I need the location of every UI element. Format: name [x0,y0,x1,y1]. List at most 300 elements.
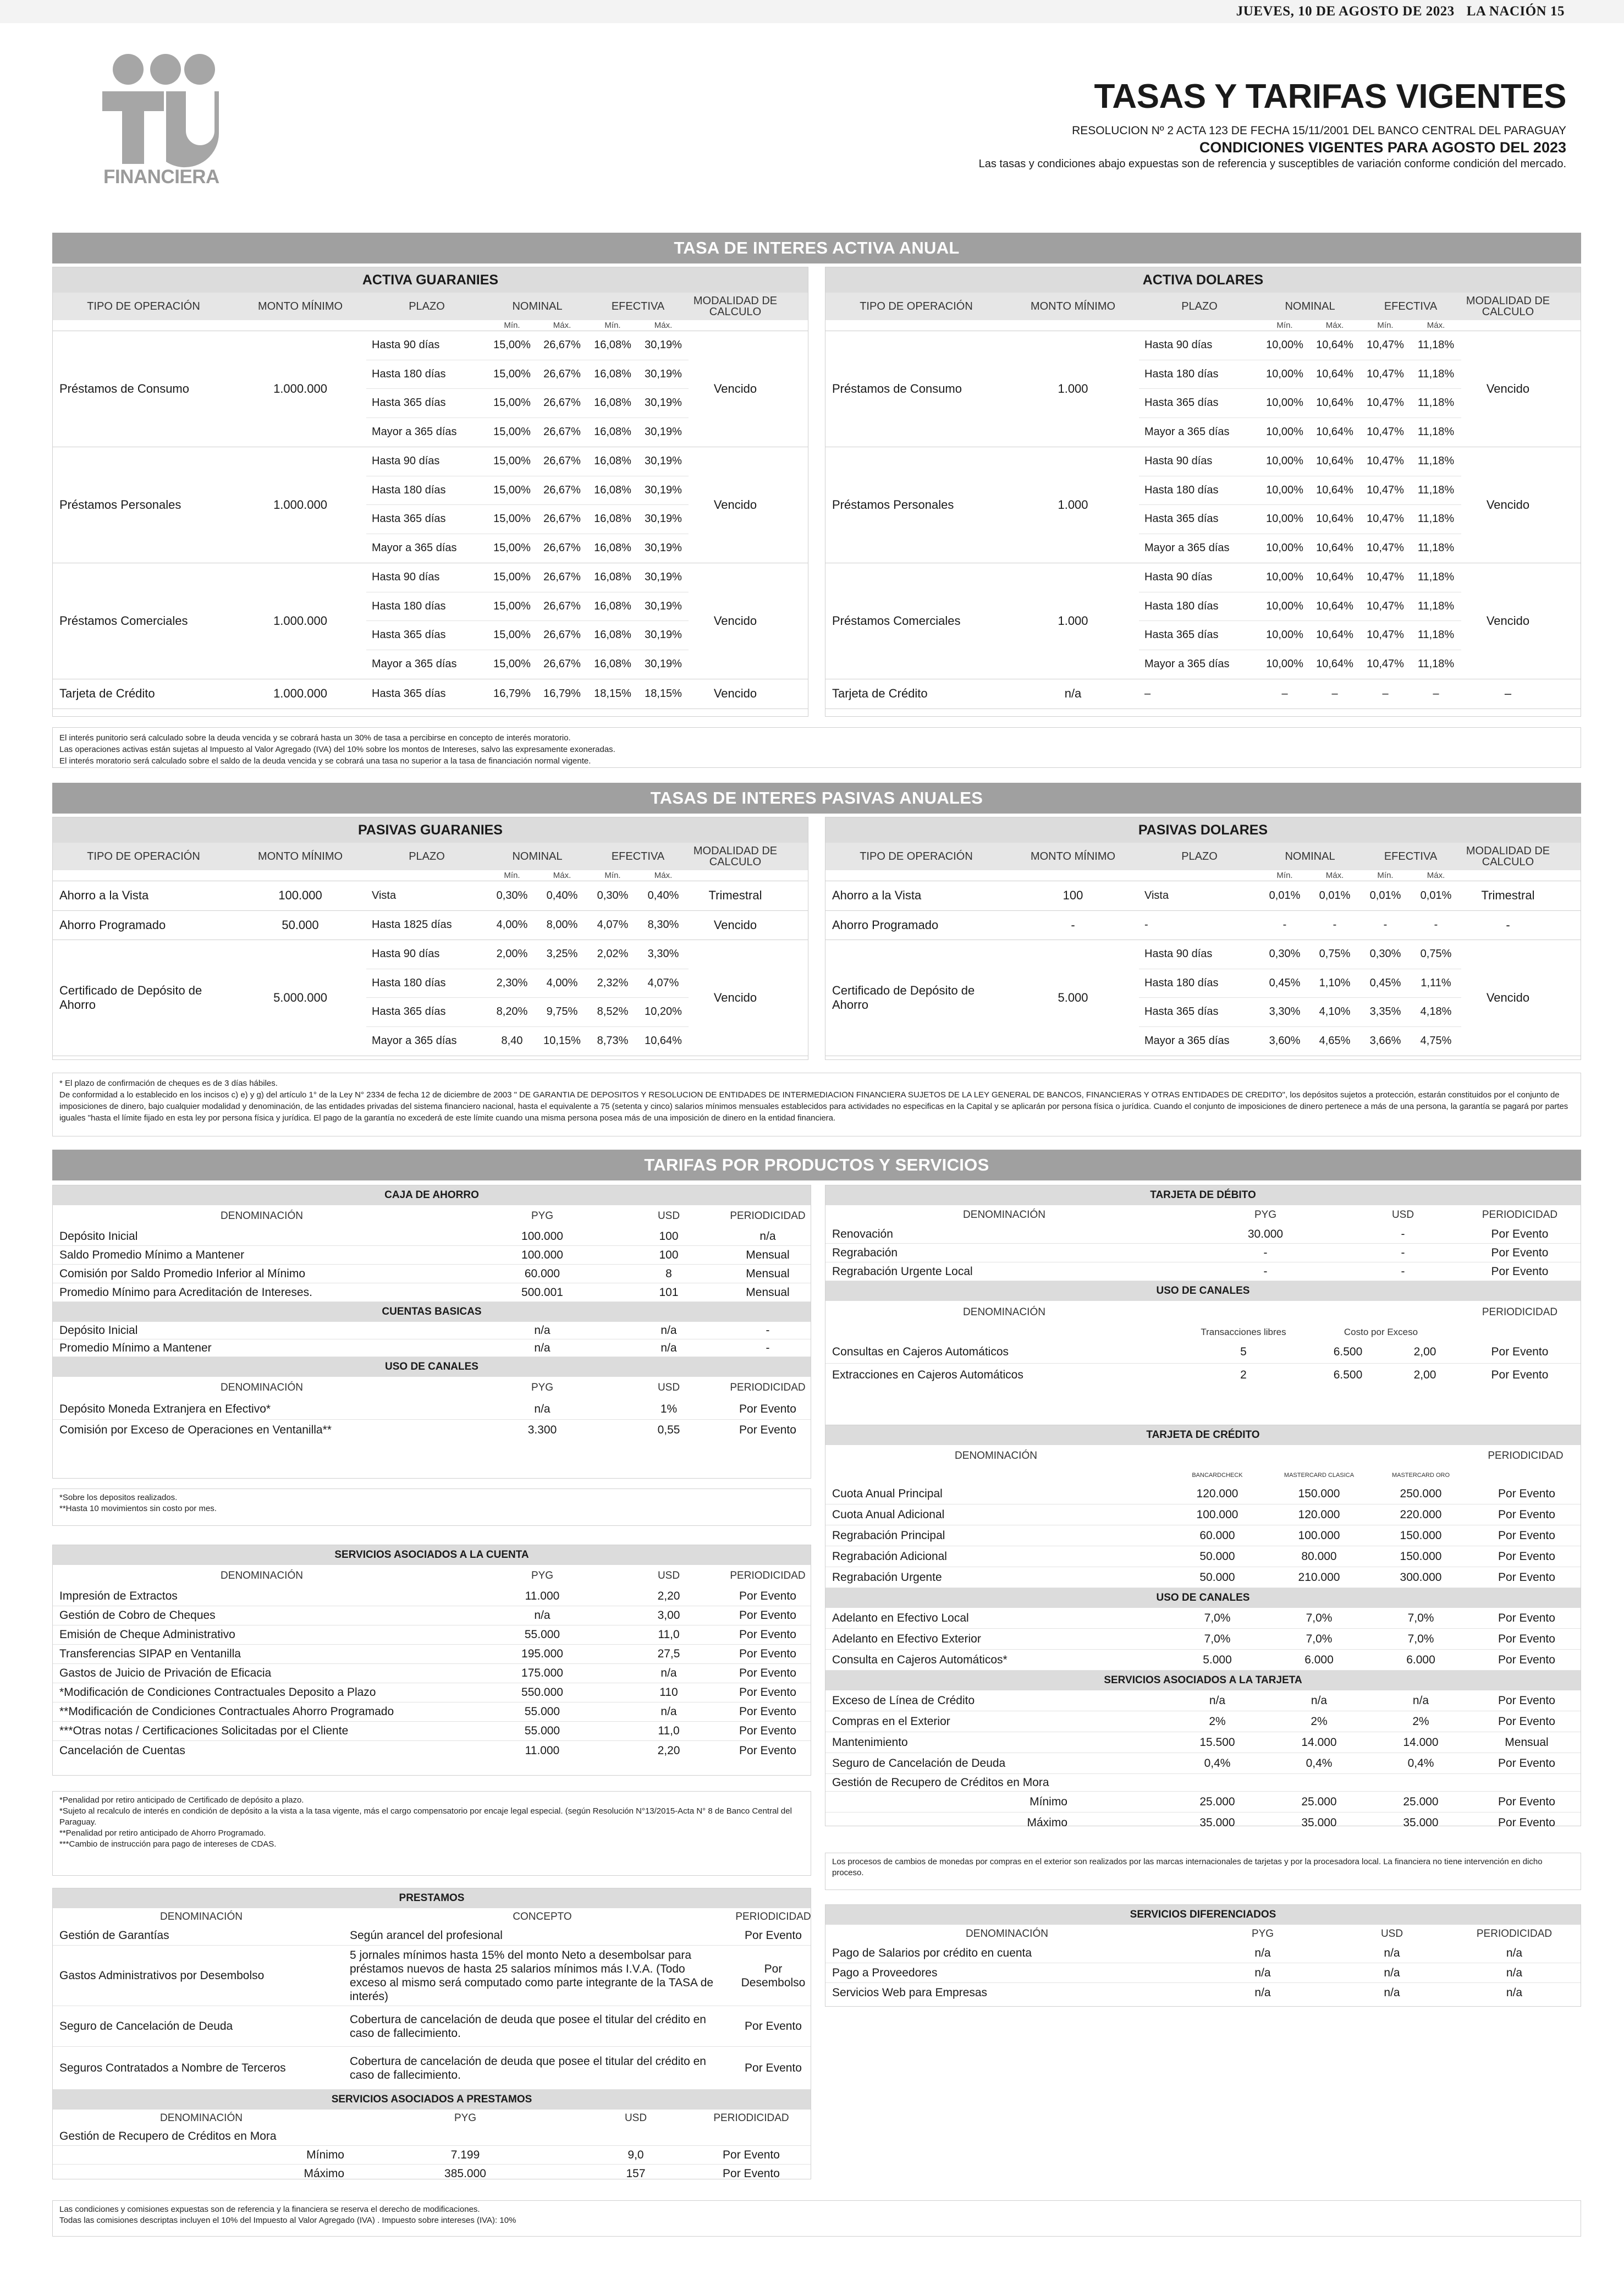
pyg-value: 100.000 [521,1248,563,1261]
nominal-min: 10,00% [1266,397,1303,409]
col-pyg: PYG [1251,1928,1274,1940]
servicios-prestamos-title: SERVICIOS ASOCIADOS A PRESTAMOS [53,2090,811,2110]
fee-row [53,1606,811,1625]
operation-group [825,447,1581,563]
pyg-value: n/a [534,1402,550,1415]
fee-row [53,1322,811,1339]
col-max: Máx. [654,321,673,330]
usd-value: 8 [665,1267,672,1280]
term: Hasta 365 días [1144,513,1219,525]
term: Mayor a 365 días [1144,1035,1230,1047]
denominacion: Depósito Inicial [59,1323,138,1337]
term: Hasta 180 días [1144,367,1219,380]
table-title: PASIVAS DOLARES [825,817,1581,843]
col-efectiva: EFECTIVA [1384,300,1438,312]
rate-row [366,621,689,650]
denominacion: Regrabación Urgente [832,1570,942,1584]
pyg-value: n/a [534,1341,550,1354]
col-denominacion: DENOMINACIÓN [966,1928,1048,1940]
periodicidad: Por Evento [739,1590,796,1602]
periodicidad: Por Evento [1498,1487,1555,1500]
table-title: ACTIVA DOLARES [825,267,1581,293]
denominacion: **Modificación de Condiciones Contractuales Ahorro Programado [59,1705,394,1718]
nominal-min: 10,00% [1266,367,1303,380]
minimum-amount: 1.000 [1058,498,1088,512]
rate-row [1139,476,1461,506]
efectiva-min: 2,02% [597,948,629,960]
nominal-max: 10,64% [1316,600,1353,612]
col-min: Mín. [504,871,520,880]
efectiva-max: 4,75% [1420,1035,1452,1047]
nominal-max: 10,64% [1316,339,1353,351]
term: – [1144,687,1151,700]
efectiva-min: 16,08% [594,542,631,554]
mastercard-clasica-value: 150.000 [1298,1487,1340,1500]
nominal-max: 26,67% [543,571,581,584]
operation-name: Ahorro a la Vista [832,888,922,903]
note-line: *Sobre los depositos realizados. [59,1493,178,1502]
column-headers [53,1565,811,1587]
loan-fee-row [53,1926,811,1946]
basicas-title: CUENTAS BASICAS [53,1302,811,1322]
mastercard-oro-value: 25.000 [1403,1795,1439,1808]
nominal-min: 10,00% [1266,513,1303,525]
nominal-max: 26,67% [543,367,581,380]
column-headers [825,1205,1581,1225]
periodicidad: Por Evento [1498,1653,1555,1666]
efectiva-max: 30,19% [645,367,682,380]
term: Hasta 180 días [1144,600,1219,612]
col-plazo: PLAZO [409,850,445,863]
fee-row [53,1722,811,1741]
usd-value: 9,0 [627,2148,644,2161]
rate-row [1139,650,1461,679]
pyg-value: - [1263,1246,1268,1259]
denominacion: Consultas en Cajeros Automáticos [832,1345,1009,1358]
rate-row [1139,563,1461,592]
column-headers [53,293,808,320]
card-fee-row [825,1711,1581,1732]
denominacion: Renovación [832,1227,893,1240]
servicios-tarjeta-title: SERVICIOS ASOCIADOS A LA TARJETA [825,1671,1581,1690]
periodicidad: Por Evento [723,2148,780,2161]
pyg-value: 60.000 [524,1267,560,1280]
efectiva-min: 4,07% [597,919,629,931]
usd-value: 0,55 [657,1424,680,1436]
nominal-min: 15,00% [493,600,531,612]
minimum-amount: 100.000 [278,888,322,903]
nominal-max: 16,79% [543,687,581,700]
pyg-value: n/a [534,1323,550,1337]
col-periodicidad: PERIODICIDAD [1482,1209,1558,1221]
efectiva-max: 30,19% [645,600,682,612]
nominal-max: 1,10% [1319,976,1351,989]
nominal-max: 26,67% [543,658,581,671]
footer-notes [52,2200,1581,2237]
operation-name: Ahorro Programado [832,918,939,932]
denominacion: Regrabación Adicional [832,1550,947,1563]
mastercard-oro-value: 300.000 [1400,1570,1442,1584]
col-tipo: TIPO DE OPERACIÓN [860,300,973,312]
col-usd: USD [657,1382,680,1393]
usd-value: 157 [626,2167,646,2180]
minimum-amount: 5.000 [1058,991,1088,1004]
nominal-min: 15,00% [493,571,531,584]
operation-group [53,679,808,709]
term: Hasta 365 días [1144,1006,1219,1018]
nominal-min: 10,00% [1266,484,1303,496]
pyg-value: n/a [1254,1966,1271,1979]
efectiva-max: 11,18% [1417,397,1455,409]
nominal-max: 10,64% [1316,571,1353,584]
col-efectiva: EFECTIVA [611,300,665,312]
fee-row [53,1283,811,1302]
usd-value: n/a [1384,1966,1400,1979]
denominacion: Cuota Anual Principal [832,1487,943,1500]
fee-row [53,1399,811,1420]
col-monto: MONTO MÍNIMO [257,850,343,863]
pyg-value: 100.000 [521,1229,563,1243]
minimum-amount: 1.000 [1058,614,1088,628]
prestamos-table [52,1888,811,2179]
operation-name: Tarjeta de Crédito [59,686,155,701]
nominal-min: 15,00% [493,484,531,496]
efectiva-max: 0,40% [647,889,679,902]
mastercard-clasica-value: 2% [1311,1715,1328,1728]
term: Mayor a 365 días [372,1035,457,1047]
col-exceso: Costo por Exceso [1344,1327,1418,1337]
col-pyg: PYG [531,1210,554,1222]
denominacion: Gestión de Cobro de Cheques [59,1609,216,1622]
usd-value: n/a [660,1323,677,1337]
col-tipo: TIPO DE OPERACIÓN [87,300,200,312]
periodicidad: Por Evento [1491,1227,1549,1240]
periodicidad: Por Evento [1498,1550,1555,1563]
nominal-min: 10,00% [1266,571,1303,584]
periodicidad: Mensual [746,1248,790,1261]
denominacion: Adelanto en Efectivo Local [832,1611,969,1624]
periodicidad: Por Evento [739,1402,796,1415]
denominacion: Gestión de Garantías [59,1929,169,1942]
fee-row [825,1963,1581,1983]
modality: Trimestral [1481,888,1535,903]
col-periodicidad: PERIODICIDAD [730,1570,806,1581]
periodicidad: - [766,1341,770,1354]
modality: – [1504,686,1512,701]
term: Hasta 180 días [372,600,446,612]
col-concepto: CONCEPTO [513,1911,572,1923]
denominacion: Regrabación Urgente Local [832,1265,973,1278]
term: Hasta 365 días [372,513,446,525]
column-headers [825,1925,1581,1943]
col-usd: USD [1380,1928,1403,1940]
periodicidad: n/a [1506,1986,1523,1999]
nominal-min: 16,79% [493,687,531,700]
fee-row [53,2165,811,2183]
operation-group [825,940,1581,1056]
nominal-max: 26,67% [543,426,581,438]
term: Hasta 365 días [1144,629,1219,641]
minimum-amount: 1.000.000 [273,498,327,512]
efectiva-max: 1,11% [1421,976,1451,989]
recupero-label-row [825,1774,1581,1792]
efectiva-min: - [1383,919,1388,931]
fee-row [53,1339,811,1357]
efectiva-max: 11,18% [1417,600,1455,612]
rate-row [1139,505,1461,534]
column-headers [825,1301,1581,1324]
usd-value: 27,5 [657,1647,680,1660]
mastercard-oro-value: 150.000 [1400,1529,1442,1542]
periodicidad: Por Evento [739,1424,796,1436]
rate-row [366,911,689,940]
fee-row [825,1341,1581,1364]
col-min: Mín. [604,871,621,880]
denominacion: Depósito Moneda Extranjera en Efectivo* [59,1402,271,1415]
periodicidad: Por Evento [1498,1694,1555,1707]
mastercard-clasica-value: 25.000 [1301,1795,1337,1808]
periodicidad: Por Evento [739,1667,796,1679]
rate-row [366,998,689,1027]
denominacion: Regrabación Principal [832,1529,945,1542]
usd-value: 101 [659,1286,679,1299]
nominal-min: 15,00% [493,542,531,554]
mastercard-clasica-value: 14.000 [1301,1735,1337,1749]
term: Hasta 365 días [372,629,446,641]
periodicidad: Por Evento [1491,1345,1549,1358]
bancardcheck-value: n/a [1209,1694,1226,1707]
col-mastercard-oro: MASTERCARD ORO [1391,1472,1450,1479]
denominacion: Máximo [304,2167,344,2180]
fee-row [53,2146,811,2165]
usd-value: 110 [659,1686,678,1699]
efectiva-min: 16,08% [594,571,631,584]
nominal-max: 26,67% [543,397,581,409]
pyg-value: 6.500 [1333,1369,1363,1381]
efectiva-min: 10,47% [1367,658,1404,671]
bancardcheck-value: 100.000 [1196,1508,1238,1521]
col-periodicidad: PERIODICIDAD [1476,1928,1553,1940]
denominacion: *Modificación de Condiciones Contractuales Deposito a Plazo [59,1686,376,1699]
mastercard-oro-value: 7,0% [1407,1632,1434,1645]
rate-row [366,650,689,679]
fee-row [825,1244,1581,1262]
col-periodicidad: PERIODICIDAD [735,1911,811,1923]
efectiva-min: 10,47% [1367,426,1404,438]
operation-name: Certificado de Depósito de Ahorro [832,984,975,1012]
card-fee-row [825,1504,1581,1525]
periodicidad: - [766,1323,770,1337]
modality: - [1506,918,1510,932]
efectiva-min: 16,08% [594,426,631,438]
periodicidad: Mensual [1505,1735,1549,1749]
rate-row [1139,998,1461,1027]
col-tipo: TIPO DE OPERACIÓN [860,850,973,863]
denominacion: Impresión de Extractos [59,1590,178,1602]
efectiva-max: 11,18% [1417,629,1455,641]
free-count: 5 [1240,1345,1247,1358]
efectiva-min: 0,30% [597,889,629,902]
col-min: Mín. [504,321,520,330]
note-line: El interés punitorio será calculado sobre la deuda vencida y se cobrará hasta un 30% de tasa a percibirse en concepto de interés moratorio. [59,733,571,743]
term: Hasta 180 días [1144,976,1219,989]
term: Hasta 90 días [372,571,440,584]
col-modalidad: MODALIDAD DE CALCULO [693,845,778,868]
col-min: Mín. [1276,871,1293,880]
nominal-max: 10,64% [1316,397,1353,409]
card-fee-row [825,1567,1581,1588]
pasiva-band: TASAS DE INTERES PASIVAS ANUALES [52,783,1581,814]
modality: Vencido [713,991,757,1004]
periodicidad: n/a [1506,1966,1523,1979]
mastercard-oro-value: 150.000 [1400,1550,1442,1563]
usd-value: 11,0 [658,1724,680,1737]
nominal-max: 9,75% [546,1006,578,1018]
efectiva-max: 11,18% [1417,455,1455,468]
minimum-amount: 100 [1063,888,1083,903]
operation-name: Préstamos Personales [59,498,181,512]
pyg-value: 3.300 [527,1424,557,1436]
col-denominacion: DENOMINACIÓN [221,1382,303,1393]
periodicidad: Por Evento [1491,1246,1549,1259]
col-usd: USD [657,1210,680,1222]
efectiva-max: 11,18% [1417,339,1455,351]
rate-row [366,418,689,447]
caja-ahorro-table [52,1185,811,1479]
operation-group [825,911,1581,941]
col-max: Máx. [1427,871,1445,880]
pyg-value: 6.500 [1333,1345,1363,1358]
modality: Vencido [713,382,757,396]
denominacion: Promedio Mínimo a Mantener [59,1341,212,1354]
pyg-value: 55.000 [524,1705,560,1718]
footer-line: Todas las comisiones descriptas incluyen el 10% del Impuesto al Valor Agregado (IVA) . Impuesto sobre intereses (IVA): 10% [59,2216,516,2225]
mastercard-oro-value: 7,0% [1407,1611,1434,1624]
debito-title: TARJETA DE DÉBITO [825,1185,1581,1205]
efectiva-min: 10,47% [1367,397,1404,409]
col-usd: USD [657,1570,680,1581]
tarjeta-debito-table [825,1185,1581,1427]
recupero-label: Gestión de Recupero de Créditos en Mora [832,1776,1049,1789]
nominal-max: 10,64% [1316,629,1353,641]
fee-row [53,1420,811,1441]
rate-row [366,679,689,708]
col-usd: USD [624,2112,647,2124]
efectiva-min: 16,08% [594,513,631,525]
nominal-max: 4,10% [1319,1006,1351,1018]
periodicidad: Por Evento [739,1628,796,1641]
fee-row [825,1983,1581,2003]
denominacion: Emisión de Cheque Administrativo [59,1628,235,1641]
pasiva-dolares-table [825,817,1581,1060]
efectiva-min: 3,35% [1369,1006,1401,1018]
nominal-max: – [1331,687,1338,700]
operation-name: Ahorro Programado [59,918,166,932]
nominal-max: 10,64% [1316,455,1353,468]
efectiva-max: 11,18% [1417,513,1455,525]
servicios-cuenta-table [52,1545,811,1776]
nominal-min: 10,00% [1266,426,1303,438]
usd-value: - [1401,1246,1405,1259]
col-denominacion: DENOMINACIÓN [221,1210,303,1222]
nominal-max: 26,67% [543,339,581,351]
rate-row [1139,911,1461,940]
credito-title: TARJETA DE CRÉDITO [825,1425,1581,1445]
operation-name: Tarjeta de Crédito [832,686,928,701]
periodicidad: n/a [1506,1946,1523,1959]
column-headers [825,843,1581,870]
nominal-min: 10,00% [1266,658,1303,671]
pyg-value: n/a [534,1609,550,1622]
mastercard-clasica-value: n/a [1311,1694,1328,1707]
col-denominacion: DENOMINACIÓN [955,1450,1037,1462]
fee-row [825,1262,1581,1281]
term: Hasta 1825 días [372,919,452,931]
rate-row [366,447,689,476]
note-line: * El plazo de confirmación de cheques es de 3 días hábiles. [59,1079,278,1088]
card-fee-row [825,1690,1581,1711]
efectiva-min: 16,08% [594,658,631,671]
rate-row [1139,592,1461,622]
bancardcheck-value: 120.000 [1196,1487,1238,1500]
term: Mayor a 365 días [1144,542,1230,554]
col-periodicidad: PERIODICIDAD [713,2112,789,2124]
fee-row [53,1246,811,1265]
col-denominacion: DENOMINACIÓN [963,1306,1045,1318]
rate-row [366,969,689,998]
recupero-label: Gestión de Recupero de Créditos en Mora [59,2129,277,2143]
denominacion: Seguros Contratados a Nombre de Terceros [59,2062,286,2074]
conditions-line: CONDICIONES VIGENTES PARA AGOSTO DEL 2023 [1199,139,1566,156]
col-denominacion: DENOMINACIÓN [160,2112,243,2124]
table-title: ACTIVA GUARANIES [53,267,808,293]
efectiva-min: 8,73% [597,1035,629,1047]
nominal-max: 26,67% [543,513,581,525]
term: Mayor a 365 días [1144,426,1230,438]
nominal-min: 0,01% [1269,889,1301,902]
efectiva-min: 10,47% [1367,484,1404,496]
operation-name: Préstamos Comerciales [832,614,961,628]
fee-row [825,1225,1581,1244]
efectiva-max: 30,19% [645,513,682,525]
card-fee-row [825,1525,1581,1546]
col-pyg: PYG [1254,1209,1277,1221]
term: Hasta 365 días [372,687,446,700]
nominal-max: 26,67% [543,484,581,496]
pyg-value: 30.000 [1247,1227,1284,1240]
operation-group [825,881,1581,911]
denominacion: Seguro de Cancelación de Deuda [832,1756,1006,1770]
note-line: *Sujeto al recalculo de interés en condición de depósito a la vista a la tasa vigente, más el cargo compensatorio por encaje legal especial. (según Resolución N°13/2015-Acta N° 8 de Banco Central del Paraguay. [59,1806,792,1827]
term: Hasta 90 días [1144,571,1213,584]
denominacion: Máximo [1027,1816,1067,1829]
bancardcheck-value: 50.000 [1199,1550,1235,1563]
fee-row [53,1683,811,1702]
fee-row [53,1645,811,1664]
col-min: Mín. [604,321,621,330]
col-modalidad: MODALIDAD DE CALCULO [1466,295,1550,318]
card-fee-row [825,1732,1581,1753]
denominacion: Seguro de Cancelación de Deuda [59,2020,233,2033]
column-headers [825,293,1581,320]
column-headers [825,1445,1581,1467]
periodicidad: Por Evento [723,2167,780,2180]
col-periodicidad: PERIODICIDAD [730,1382,806,1393]
bancardcheck-value: 15.500 [1199,1735,1235,1749]
col-plazo: PLAZO [1181,300,1218,312]
mastercard-oro-value: 0,4% [1407,1756,1434,1770]
card-fee-row [825,1608,1581,1629]
